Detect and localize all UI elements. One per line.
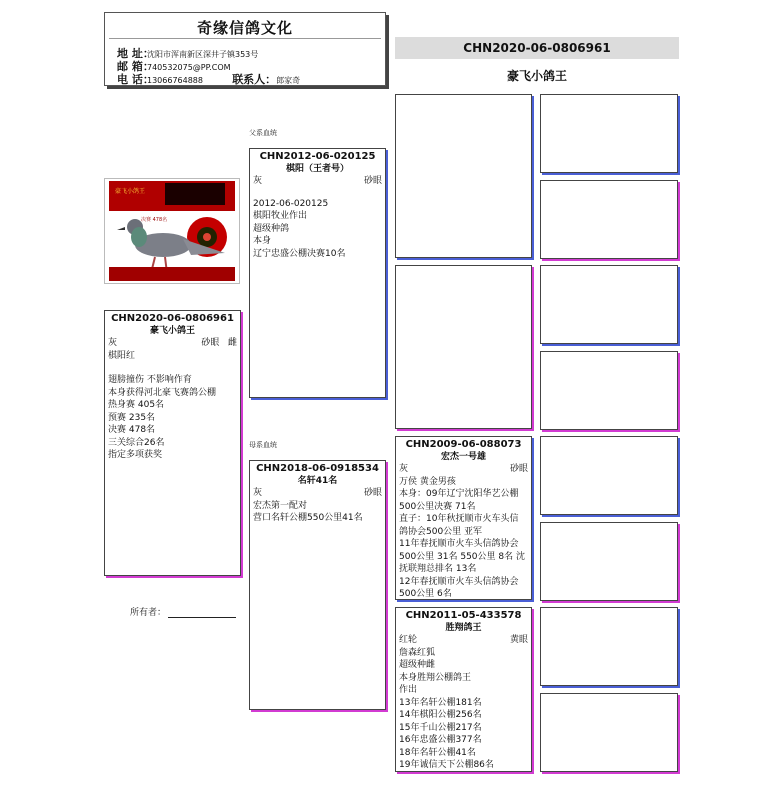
dam-dam-note: 作出 xyxy=(399,685,418,695)
subject-note: 热身赛 405名 xyxy=(108,400,165,410)
dam-sire-note: 抚联翔总排名 13名 xyxy=(399,564,477,574)
dam-sire-note: 12年春抚顺市火车头信鸽协会 xyxy=(399,576,519,587)
sire-note: 辽宁忠盛公棚决赛10名 xyxy=(253,248,346,259)
sire-section-label: 父系血统 xyxy=(249,129,277,137)
sire-color: 灰 xyxy=(253,176,263,186)
great-grandparent-card-1 xyxy=(540,94,678,173)
header-divider xyxy=(109,38,381,39)
dam-sire-name: 宏杰一号雄 xyxy=(440,452,486,462)
sire-note: 2012-06-020125 xyxy=(253,198,329,209)
address-label: 地 址： xyxy=(117,47,154,60)
sire-note: 本身 xyxy=(253,236,272,246)
dam-ring: CHN2018-06-0918534 xyxy=(256,463,379,474)
subject-line: 棋阳红 xyxy=(108,350,136,361)
subject-card xyxy=(104,310,241,576)
subject-note: 三关综合26名 xyxy=(108,437,165,448)
promo-badge-text: 决赛 478名 xyxy=(141,217,168,223)
subject-note: 预赛 235名 xyxy=(108,412,156,423)
phone-label: 电 话： xyxy=(117,73,154,86)
email-value: 740532075@PP.COM xyxy=(147,63,231,72)
dam-card xyxy=(249,460,386,710)
dam-dam-note: 18年名轩公棚41名 xyxy=(399,747,476,758)
subject-sex: 雌 xyxy=(227,338,237,348)
subject-name: 豪飞小鸽王 xyxy=(149,326,195,336)
sire-eye: 砂眼 xyxy=(363,176,382,186)
subject-note: 指定多项获奖 xyxy=(108,450,163,460)
email-label: 邮 箱： xyxy=(117,60,154,73)
dam-sire-note: 鸽协会500公里 亚军 xyxy=(399,526,483,537)
dam-dam-meta xyxy=(396,634,531,647)
sire-spacer xyxy=(250,188,385,198)
dam-dam-name: 胜翔鸽王 xyxy=(445,623,482,633)
dam-dam-note: 13年名轩公棚181名 xyxy=(399,697,482,708)
dam-section-label: 母系血统 xyxy=(249,441,277,449)
dam-sire-note: 500公里决赛 71名 xyxy=(399,501,476,512)
granddam-paternal-card xyxy=(395,265,532,429)
dam-sire-color: 灰 xyxy=(399,464,409,474)
dam-dam-note: 本身胜翔公棚鸽王 xyxy=(399,672,472,683)
great-grandparent-card-6 xyxy=(540,522,678,601)
sire-card xyxy=(249,148,386,398)
dam-sire-meta xyxy=(396,463,531,476)
dam-sire-ring: CHN2009-06-088073 xyxy=(405,439,522,450)
contact-value: 郎家奇 xyxy=(276,76,301,85)
dam-sire-note: 11年春抚顺市火车头信鸽协会 xyxy=(399,539,519,549)
dam-sire-note: 直子：10年秋抚顺市火车头信 xyxy=(399,514,519,524)
dam-sire-note: 万侯 黄金男孩 xyxy=(399,476,456,487)
sire-note: 棋阳牧业作出 xyxy=(253,211,308,221)
grandsire-maternal-card xyxy=(395,436,532,600)
subject-note: 本身获得河北豪飞赛鸽公棚 xyxy=(108,387,217,398)
breeder-title: 奇缘信鸽文化 xyxy=(196,19,293,37)
owner-field xyxy=(130,605,236,618)
great-grandparent-card-7 xyxy=(540,607,678,686)
dam-dam-ring: CHN2011-05-433578 xyxy=(405,610,522,621)
subject-note: 翅膀撞伤 不影响作育 xyxy=(108,375,192,385)
dam-name: 名轩41名 xyxy=(297,476,338,486)
dam-color: 灰 xyxy=(253,488,263,498)
dam-sire-note: 本身：09年辽宁沈阳华艺公棚 xyxy=(399,489,519,499)
great-grandparent-card-3 xyxy=(540,265,678,344)
dam-meta xyxy=(250,487,385,500)
pigeon-photo xyxy=(104,178,240,284)
dam-dam-note: 詹森红狐 xyxy=(399,647,436,658)
pigeon-photo-art xyxy=(105,179,239,283)
contact-label: 联系人： xyxy=(232,73,277,86)
dam-dam-note: 19年诚信天下公棚86名 xyxy=(399,760,494,770)
great-grandparent-card-8 xyxy=(540,693,678,772)
dam-note: 宏杰第一配对 xyxy=(253,500,308,511)
subject-eye: 砂眼 xyxy=(201,338,220,348)
dam-sire-note: 500公里 31名 550公里 8名 沈 xyxy=(399,551,525,562)
dam-dam-note: 14年棋阳公棚256名 xyxy=(399,710,482,720)
subject-note: 决赛 478名 xyxy=(108,425,156,435)
owner-underline xyxy=(168,608,236,618)
dam-sire-note: 500公里 6名 xyxy=(399,589,452,599)
dam-dam-note: 16年忠盛公棚377名 xyxy=(399,735,482,745)
great-grandparent-card-5 xyxy=(540,436,678,515)
promo-text: 豪飞小鸽王 xyxy=(115,188,146,195)
dam-note: 营口名轩公棚550公里41名 xyxy=(253,513,363,523)
dam-dam-note: 15年千山公棚217名 xyxy=(399,722,482,733)
breeder-header xyxy=(104,12,386,86)
subject-color: 灰 xyxy=(108,338,118,348)
dam-dam-color: 红轮 xyxy=(399,635,418,645)
subject-meta xyxy=(105,337,240,350)
great-grandparent-card-2 xyxy=(540,180,678,259)
granddam-maternal-card xyxy=(395,607,532,772)
subject-ring-banner: CHN2020-06-0806961 xyxy=(395,37,679,59)
sire-meta xyxy=(250,175,385,188)
dam-dam-eye: 黄眼 xyxy=(509,635,528,645)
sire-note: 超级种鸽 xyxy=(253,223,290,234)
dam-dam-note: 超级种雌 xyxy=(399,660,436,670)
dam-sire-eye: 砂眼 xyxy=(509,464,528,474)
owner-label: 所有者： xyxy=(130,608,167,618)
great-grandparent-card-4 xyxy=(540,351,678,430)
phone-row xyxy=(117,71,300,87)
sire-ring: CHN2012-06-020125 xyxy=(259,151,376,162)
subject-ring: CHN2020-06-0806961 xyxy=(111,313,234,324)
dam-eye: 砂眼 xyxy=(363,488,382,498)
subject-spacer xyxy=(105,362,240,374)
subject-name-banner: 豪飞小鸽王 xyxy=(506,69,567,83)
sire-name: 棋阳（王者号） xyxy=(285,164,349,174)
grandsire-paternal-card xyxy=(395,94,532,258)
address-value: 沈阳市浑南新区深井子镇353号 xyxy=(147,50,259,59)
phone-value: 13066764888 xyxy=(147,76,203,85)
